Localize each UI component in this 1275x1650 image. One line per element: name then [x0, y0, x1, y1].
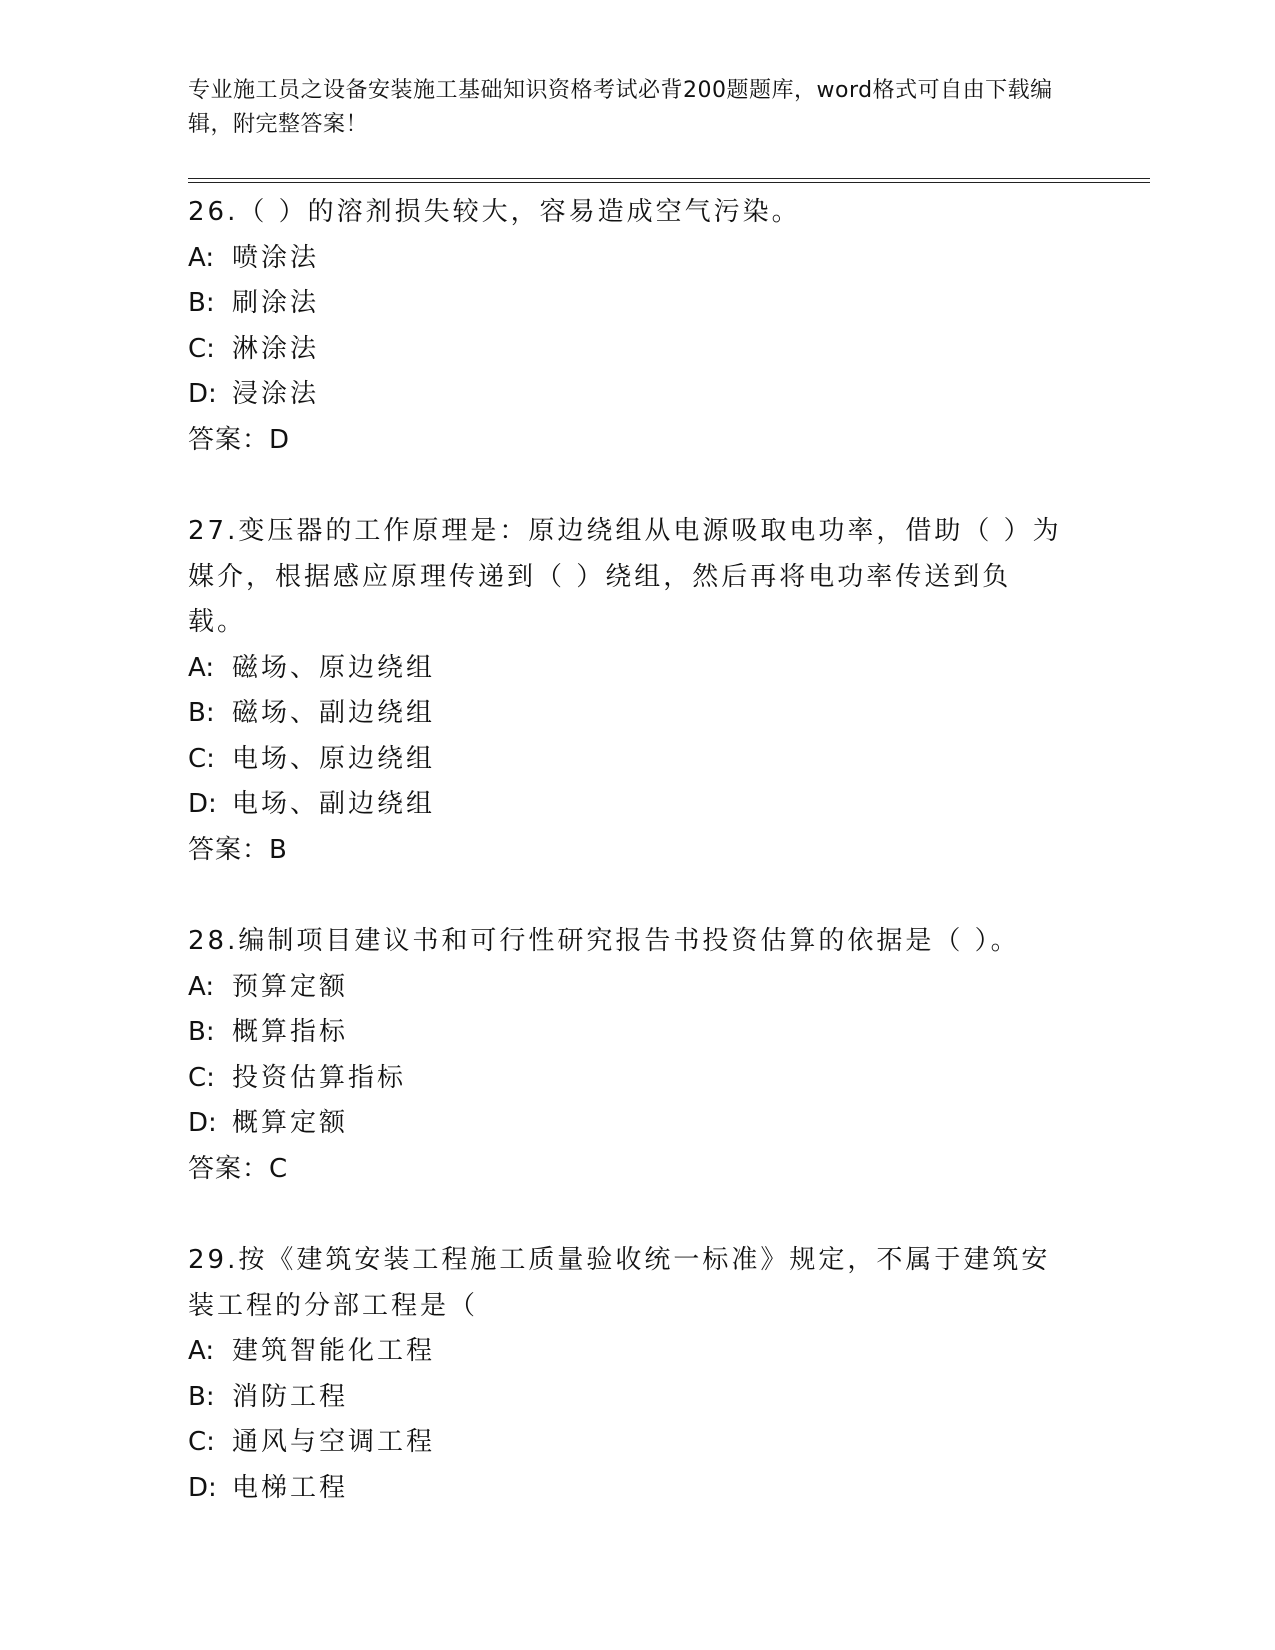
option-d [188, 1466, 1088, 1512]
option-text: 刷涂法 [232, 288, 320, 318]
option-text: 预算定额 [232, 971, 349, 1002]
option-b [188, 1375, 1088, 1421]
option-letter: D: [188, 1108, 217, 1138]
option-c [188, 737, 1088, 783]
option-b [188, 281, 1088, 327]
option-text: 消防工程 [232, 1381, 349, 1412]
option-b [188, 691, 1088, 737]
option-letter: D: [188, 789, 217, 819]
option-text: 磁场、原边绕组 [232, 652, 436, 683]
answer-line: 答案：D [188, 424, 291, 455]
option-c [188, 1056, 1088, 1102]
question-list [188, 190, 1088, 1557]
option-c [188, 327, 1088, 373]
option-text: 投资估算指标 [232, 1062, 407, 1093]
option-letter: B: [188, 698, 215, 728]
option-text: 喷涂法 [232, 242, 320, 273]
option-letter: A: [188, 242, 215, 273]
option-a [188, 1329, 1088, 1375]
document-header: 专业施工员之设备安装施工基础知识资格考试必背200题题库，word格式可自由下载编辑，附完整答案！ [188, 78, 1053, 137]
question-item [188, 919, 1088, 1192]
option-text: 概算定额 [232, 1108, 349, 1138]
option-d [188, 782, 1088, 828]
answer-line: 答案：C [188, 1153, 289, 1184]
option-letter: A: [188, 1336, 215, 1366]
option-text: 浸涂法 [232, 379, 320, 409]
option-letter: C: [188, 1062, 215, 1093]
question-stem: 27.变压器的工作原理是：原边绕组从电源吸取电功率，借助（ ）为媒介，根据感应原理传递到（ ）绕组，然后再将电功率传送到负载。 [188, 516, 1062, 637]
option-d [188, 372, 1088, 418]
answer-line: 答案：B [188, 834, 288, 865]
option-letter: B: [188, 288, 215, 318]
option-text: 电梯工程 [232, 1472, 349, 1503]
option-text: 电场、原边绕组 [232, 743, 436, 774]
header-divider [188, 178, 1150, 183]
question-item [188, 190, 1088, 463]
option-text: 概算指标 [232, 1017, 349, 1047]
option-letter: D: [188, 379, 217, 409]
question-stem: 29.按《建筑安装工程施工质量验收统一标准》规定，不属于建筑安装工程的分部工程是（ [188, 1245, 1051, 1321]
option-letter: C: [188, 743, 215, 774]
question-stem: 26.（ ）的溶剂损失较大，容易造成空气污染。 [188, 197, 801, 227]
question-item [188, 509, 1088, 873]
option-letter: D: [188, 1472, 217, 1503]
option-b [188, 1010, 1088, 1056]
option-text: 建筑智能化工程 [232, 1336, 436, 1366]
option-letter: B: [188, 1017, 215, 1047]
option-letter: A: [188, 652, 215, 683]
question-stem: 28.编制项目建议书和可行性研究报告书投资估算的依据是（ ）。 [188, 926, 1020, 956]
option-c [188, 1420, 1088, 1466]
option-text: 电场、副边绕组 [232, 789, 436, 819]
option-letter: C: [188, 1427, 215, 1457]
option-a [188, 965, 1088, 1011]
option-a [188, 646, 1088, 692]
question-item [188, 1238, 1088, 1511]
option-a [188, 236, 1088, 282]
option-text: 磁场、副边绕组 [232, 698, 436, 728]
option-letter: A: [188, 971, 215, 1002]
option-d [188, 1101, 1088, 1147]
option-letter: B: [188, 1381, 215, 1412]
option-text: 通风与空调工程 [232, 1427, 436, 1457]
option-text: 淋涂法 [232, 333, 320, 364]
option-letter: C: [188, 333, 215, 364]
